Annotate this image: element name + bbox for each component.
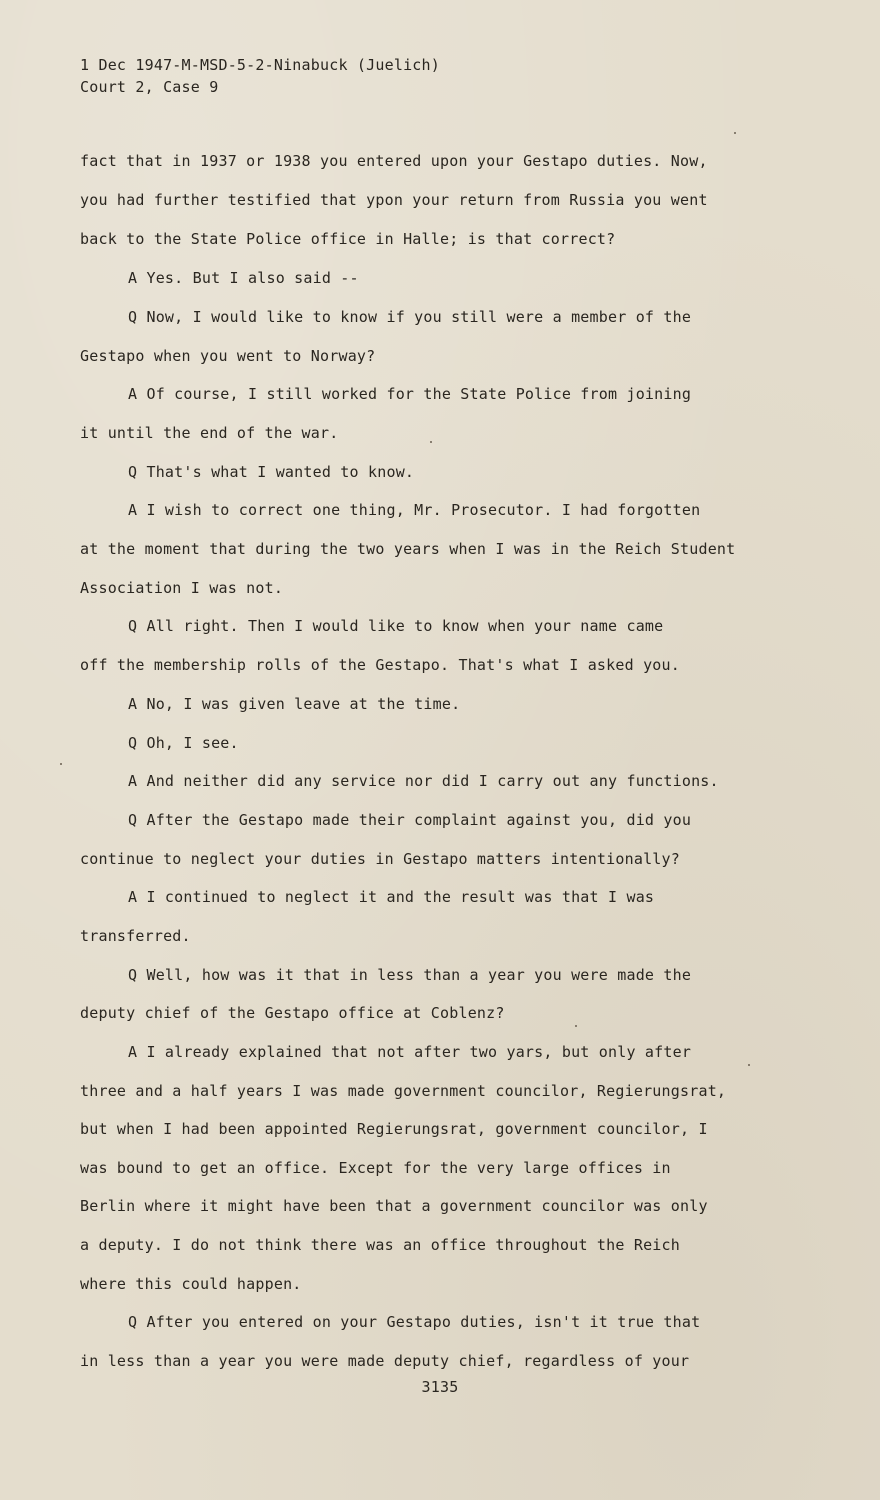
document-caption: 1 Dec 1947-M-MSD-5-2-Ninabuck (Juelich) — [80, 56, 440, 74]
transcript-line: deputy chief of the Gestapo office at Coblenz? — [80, 1004, 505, 1022]
transcript-line: Q Now, I would like to know if you still were a member of the — [128, 308, 692, 326]
transcript-line: a deputy. I do not think there was an office throughout the Reich — [80, 1236, 680, 1254]
paper-speck — [748, 1064, 750, 1066]
transcript-line: Q Oh, I see. — [128, 734, 239, 752]
transcript-line: in less than a year you were made deputy chief, regardless of your — [80, 1352, 690, 1370]
transcript-line: Q All right. Then I would like to know when your name came — [128, 617, 664, 635]
paper-speck — [575, 1025, 577, 1027]
transcript-line: A I wish to correct one thing, Mr. Prosecutor. I had forgotten — [128, 501, 701, 519]
transcript-line: Q After the Gestapo made their complaint against you, did you — [128, 811, 692, 829]
transcript-line: A Of course, I still worked for the State Police from joining — [128, 385, 692, 403]
transcript-line: you had further testified that ypon your return from Russia you went — [80, 191, 708, 209]
transcript-line: off the membership rolls of the Gestapo. That's what I asked you. — [80, 656, 680, 674]
transcript-line: fact that in 1937 or 1938 you entered upon your Gestapo duties. Now, — [80, 152, 708, 170]
transcript-line: Q Well, how was it that in less than a year you were made the — [128, 966, 692, 984]
transcript-line: Q That's what I wanted to know. — [128, 463, 415, 481]
transcript-line: Association I was not. — [80, 579, 284, 597]
transcript-line: where this could happen. — [80, 1275, 302, 1293]
transcript-line: A And neither did any service nor did I carry out any functions. — [128, 772, 719, 790]
transcript-line: at the moment that during the two years when I was in the Reich Student — [80, 540, 736, 558]
transcript-line: A I already explained that not after two yars, but only after — [128, 1043, 692, 1061]
transcript-line: A Yes. But I also said -- — [128, 269, 359, 287]
transcript-line: but when I had been appointed Regierungsrat, government councilor, I — [80, 1120, 708, 1138]
transcript-line: Q After you entered on your Gestapo duties, isn't it true that — [128, 1313, 701, 1331]
transcript-line: A I continued to neglect it and the result was that I was — [128, 888, 655, 906]
transcript-line: transferred. — [80, 927, 191, 945]
transcript-line: continue to neglect your duties in Gestapo matters intentionally? — [80, 850, 680, 868]
transcript-line: A No, I was given leave at the time. — [128, 695, 461, 713]
court-case-label: Court 2, Case 9 — [80, 78, 219, 96]
transcript-line: three and a half years I was made government councilor, Regierungsrat, — [80, 1082, 727, 1100]
transcript-line: was bound to get an office. Except for the very large offices in — [80, 1159, 671, 1177]
transcript-line: back to the State Police office in Halle; is that correct? — [80, 230, 616, 248]
transcript-line: Gestapo when you went to Norway? — [80, 347, 376, 365]
transcript-line: it until the end of the war. — [80, 424, 339, 442]
page-number: 3135 — [421, 1378, 459, 1396]
transcript-line: Berlin where it might have been that a government councilor was only — [80, 1197, 708, 1215]
paper-speck — [60, 763, 62, 765]
paper-speck — [430, 441, 432, 443]
paper-speck — [734, 132, 736, 134]
